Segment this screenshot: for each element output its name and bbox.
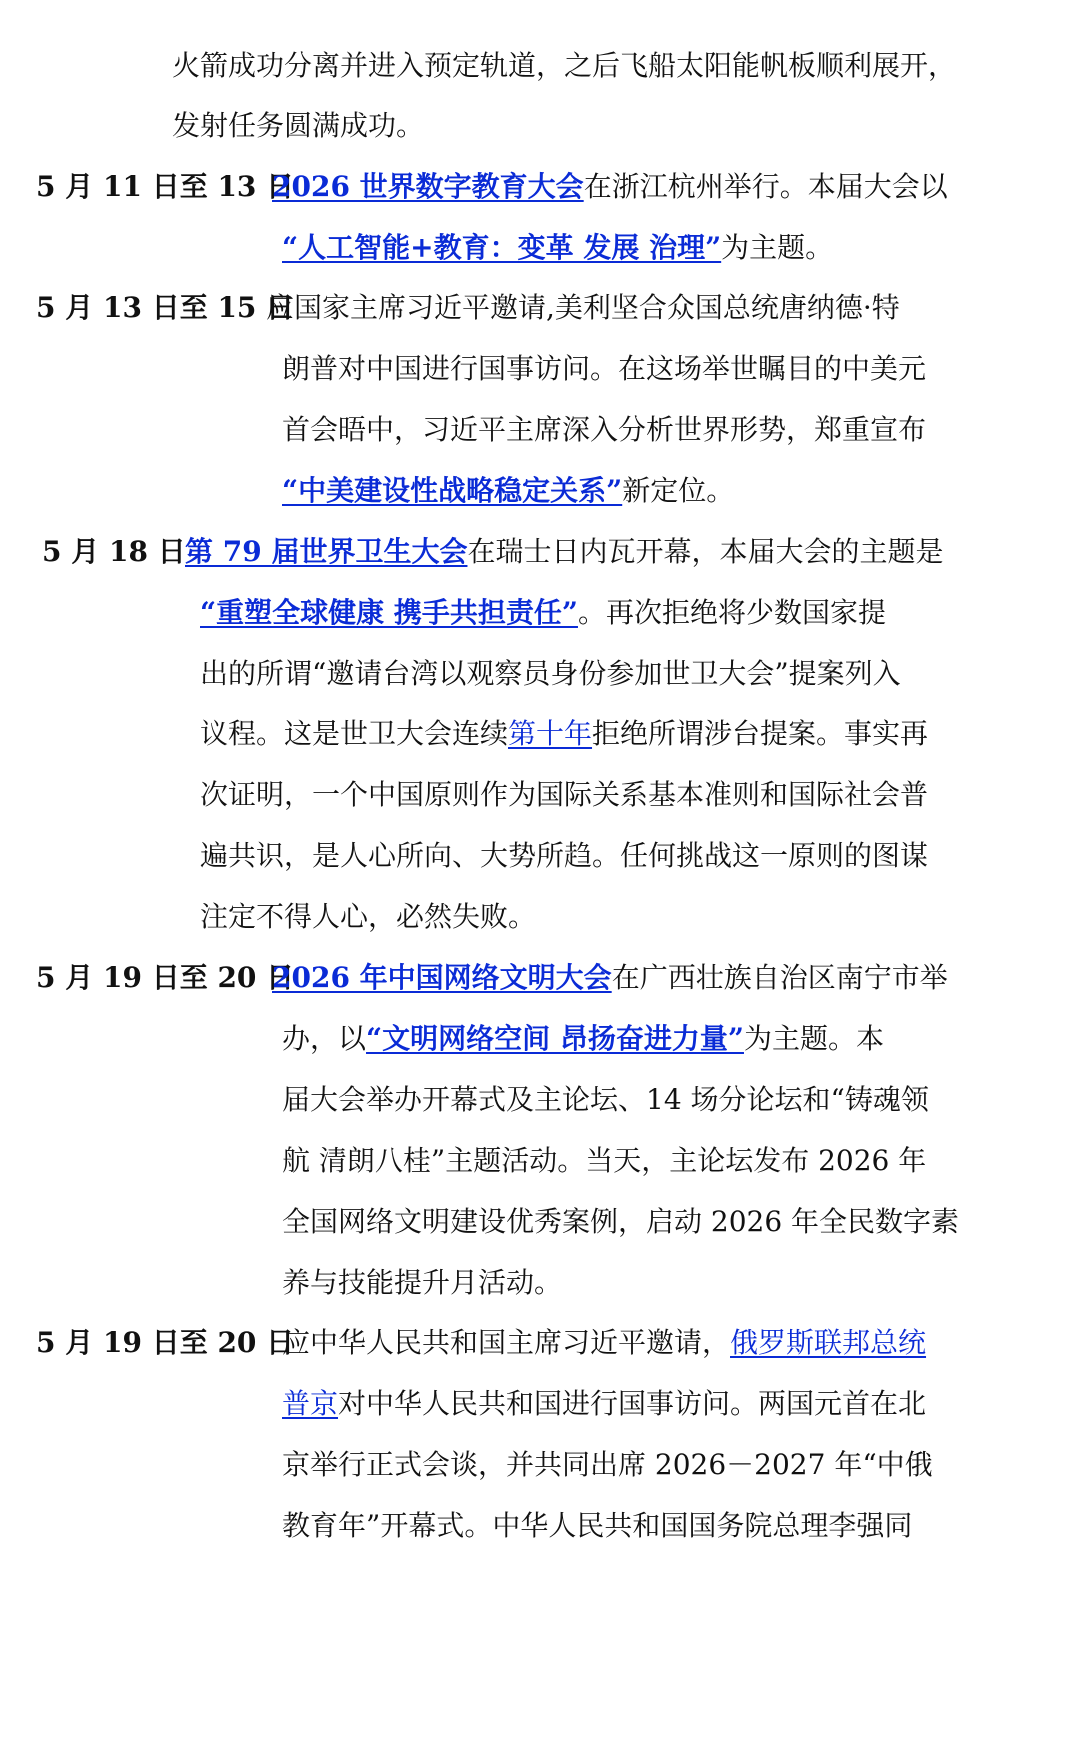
- event-text: 在瑞士日内瓦开幕，本届大会的主题是: [467, 535, 944, 568]
- event-line: 次证明，一个中国原则作为国际关系基本准则和国际社会普: [200, 778, 929, 811]
- event-line: 朗普对中国进行国事访问。在这场举世瞩目的中美元: [282, 352, 927, 385]
- intro-line-1: 火箭成功分离并进入预定轨道，之后飞船太阳能帆板顺利展开，: [172, 49, 957, 82]
- event-line: 教育年”开幕式。中华人民共和国国务院总理李强同: [282, 1509, 913, 1542]
- event-link[interactable]: 2026 世界数字教育大会: [272, 170, 584, 203]
- event-date: 5 月 19 日至 20 日: [36, 961, 295, 994]
- event-line: [200, 593, 886, 633]
- event-text: 办，以: [282, 1022, 367, 1055]
- event-line: 届大会举办开幕式及主论坛、14 场分论坛和“铸魂领: [282, 1083, 929, 1116]
- event-line: [185, 532, 943, 572]
- event-line: [282, 1384, 926, 1424]
- event-line: [200, 714, 928, 754]
- event-theme-link[interactable]: “文明网络空间 昂扬奋进力量”: [366, 1022, 744, 1055]
- event-inline-link[interactable]: 第十年: [508, 717, 593, 750]
- event-date: 5 月 13 日至 15 日: [36, 291, 295, 324]
- event-theme-link[interactable]: “人工智能+教育：变革 发展 治理”: [282, 231, 722, 264]
- event-theme-link[interactable]: “重塑全球健康 携手共担责任”: [200, 596, 578, 629]
- event-inline-link[interactable]: 普京: [282, 1387, 339, 1420]
- event-text: 在广西壮族自治区南宁市举: [611, 961, 948, 994]
- event-date: 5 月 11 日至 13 日: [36, 170, 295, 203]
- event-link[interactable]: 第 79 届世界卫生大会: [185, 535, 468, 568]
- event-text: 议程。这是世卫大会连续: [200, 717, 509, 750]
- event-inline-link[interactable]: 俄罗斯联邦总统: [730, 1326, 927, 1359]
- intro-line-2: 发射任务圆满成功。: [172, 109, 425, 142]
- event-text: 拒绝所谓涉台提案。事实再: [592, 717, 929, 750]
- event-line: [282, 1323, 926, 1363]
- event-text: 为主题。本: [743, 1022, 884, 1055]
- event-line: [282, 471, 734, 511]
- event-line: 京举行正式会谈，并共同出席 2026－2027 年“中俄: [282, 1448, 933, 1481]
- event-line: 注定不得人心，必然失败。: [200, 900, 537, 933]
- event-text: 应中华人民共和国主席习近平邀请，: [282, 1326, 731, 1359]
- event-text: 对中华人民共和国进行国事访问。两国元首在北: [338, 1387, 927, 1420]
- event-text: 。再次拒绝将少数国家提: [577, 596, 886, 629]
- event-line: [272, 958, 948, 998]
- event-line: [282, 1019, 884, 1059]
- event-date: 5 月 19 日至 20 日: [36, 1326, 295, 1359]
- event-text: 为主题。: [721, 231, 834, 264]
- event-line: [282, 228, 833, 268]
- event-line: 养与技能提升月活动。: [282, 1266, 563, 1299]
- event-link[interactable]: 2026 年中国网络文明大会: [272, 961, 612, 994]
- event-text: 新定位。: [622, 474, 735, 507]
- event-line: 航 清朗八桂”主题活动。当天，主论坛发布 2026 年: [282, 1144, 927, 1177]
- event-line: 全国网络文明建设优秀案例，启动 2026 年全民数字素: [282, 1205, 960, 1238]
- event-line: 遍共识，是人心所向、大势所趋。任何挑战这一原则的图谋: [200, 839, 929, 872]
- event-line: 应国家主席习近平邀请,美利坚合众国总统唐纳德·特: [266, 291, 900, 324]
- event-line: 首会晤中，习近平主席深入分析世界形势，郑重宣布: [282, 413, 927, 446]
- event-text: 在浙江杭州举行。本届大会以: [583, 170, 948, 203]
- event-date: 5 月 18 日: [42, 535, 186, 568]
- event-line: 出的所谓“邀请台湾以观察员身份参加世卫大会”提案列入: [200, 657, 901, 690]
- event-line: [272, 167, 948, 207]
- event-theme-link[interactable]: “中美建设性战略稳定关系”: [282, 474, 623, 507]
